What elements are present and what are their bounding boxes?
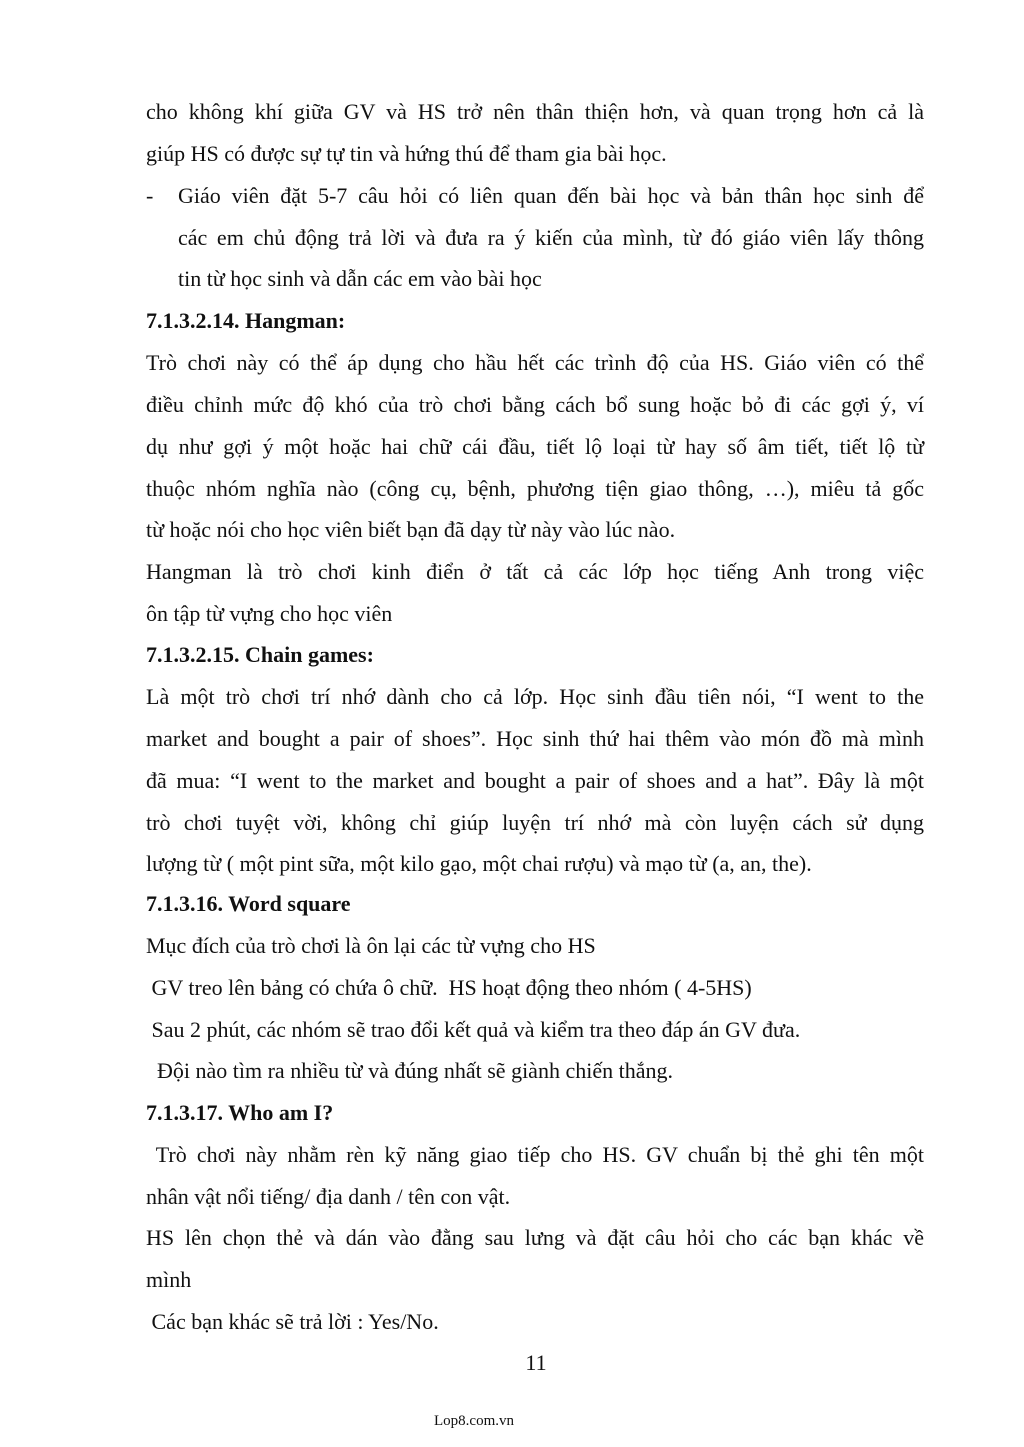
bullet-marker: - bbox=[146, 183, 154, 208]
paragraph-line: Mục đích của trò chơi là ôn lại các từ vựng cho HS bbox=[146, 933, 596, 958]
paragraph-line: HS lên chọn thẻ và dán vào đằng sau lưng và đặt câu hỏi cho các bạn khác về bbox=[146, 1225, 924, 1250]
paragraph-line: GV treo lên bảng có chứa ô chữ. HS hoạt động theo nhóm ( 4-5HS) bbox=[146, 975, 752, 1000]
paragraph-line: dụ như gợi ý một hoặc hai chữ cái đầu, tiết lộ loại từ hay số âm tiết, tiết lộ từ bbox=[146, 434, 924, 459]
paragraph-line: trò chơi tuyệt vời, không chỉ giúp luyện trí nhớ mà còn luyện cách sử dụng bbox=[146, 810, 924, 835]
paragraph-line: lượng từ ( một pint sữa, một kilo gạo, một chai rượu) và mạo từ (a, an, the). bbox=[146, 851, 812, 876]
paragraph-line: thuộc nhóm nghĩa nào (công cụ, bệnh, phương tiện giao thông, …), miêu tả gốc bbox=[146, 476, 924, 501]
paragraph-line: Là một trò chơi trí nhớ dành cho cả lớp. Học sinh đầu tiên nói, “I went to the bbox=[146, 684, 924, 709]
paragraph-line: cho không khí giữa GV và HS trở nên thân thiện hơn, và quan trọng hơn cả là bbox=[146, 99, 924, 124]
paragraph-line: Đội nào tìm ra nhiều từ và đúng nhất sẽ giành chiến thắng. bbox=[146, 1058, 673, 1083]
bullet-line: Giáo viên đặt 5-7 câu hỏi có liên quan đến bài học và bản thân học sinh để bbox=[178, 183, 924, 208]
paragraph-line: Hangman là trò chơi kinh điển ở tất cả các lớp học tiếng Anh trong việc bbox=[146, 559, 924, 584]
footer-source: Lop8.com.vn bbox=[434, 1413, 514, 1429]
paragraph-line: market and bought a pair of shoes”. Học sinh thứ hai thêm vào món đồ mà mình bbox=[146, 726, 924, 751]
paragraph-line: Trò chơi này có thể áp dụng cho hầu hết các trình độ của HS. Giáo viên có thể bbox=[146, 350, 924, 375]
paragraph-line: nhân vật nổi tiếng/ địa danh / tên con vật. bbox=[146, 1184, 511, 1209]
paragraph-line: từ hoặc nói cho học viên biết bạn đã dạy từ này vào lúc nào. bbox=[146, 517, 676, 542]
paragraph-line: Các bạn khác sẽ trả lời : Yes/No. bbox=[146, 1309, 439, 1334]
page-number: 11 bbox=[525, 1350, 547, 1375]
section-heading-chain-games: 7.1.3.2.15. Chain games: bbox=[146, 642, 374, 667]
bullet-line: tin từ học sinh và dẫn các em vào bài học bbox=[178, 266, 542, 291]
paragraph-line: ôn tập từ vựng cho học viên bbox=[146, 601, 393, 626]
paragraph-line: Trò chơi này nhằm rèn kỹ năng giao tiếp cho HS. GV chuẩn bị thẻ ghi tên một bbox=[146, 1142, 924, 1167]
bullet-line: các em chủ động trả lời và đưa ra ý kiến của mình, từ đó giáo viên lấy thông bbox=[178, 225, 924, 250]
paragraph-line: đã mua: “I went to the market and bought a pair of shoes and a hat”. Đây là một bbox=[146, 768, 924, 793]
section-heading-word-square: 7.1.3.16. Word square bbox=[146, 891, 351, 916]
paragraph-line: mình bbox=[146, 1267, 192, 1292]
paragraph-line: Sau 2 phút, các nhóm sẽ trao đổi kết quả và kiểm tra theo đáp án GV đưa. bbox=[146, 1017, 801, 1042]
paragraph-line: điều chỉnh mức độ khó của trò chơi bằng cách bổ sung hoặc bỏ đi các gợi ý, ví bbox=[146, 392, 924, 417]
paragraph-line: giúp HS có được sự tự tin và hứng thú để tham gia bài học. bbox=[146, 141, 667, 166]
section-heading-hangman: 7.1.3.2.14. Hangman: bbox=[146, 308, 346, 333]
section-heading-who-am-i: 7.1.3.17. Who am I? bbox=[146, 1100, 334, 1125]
